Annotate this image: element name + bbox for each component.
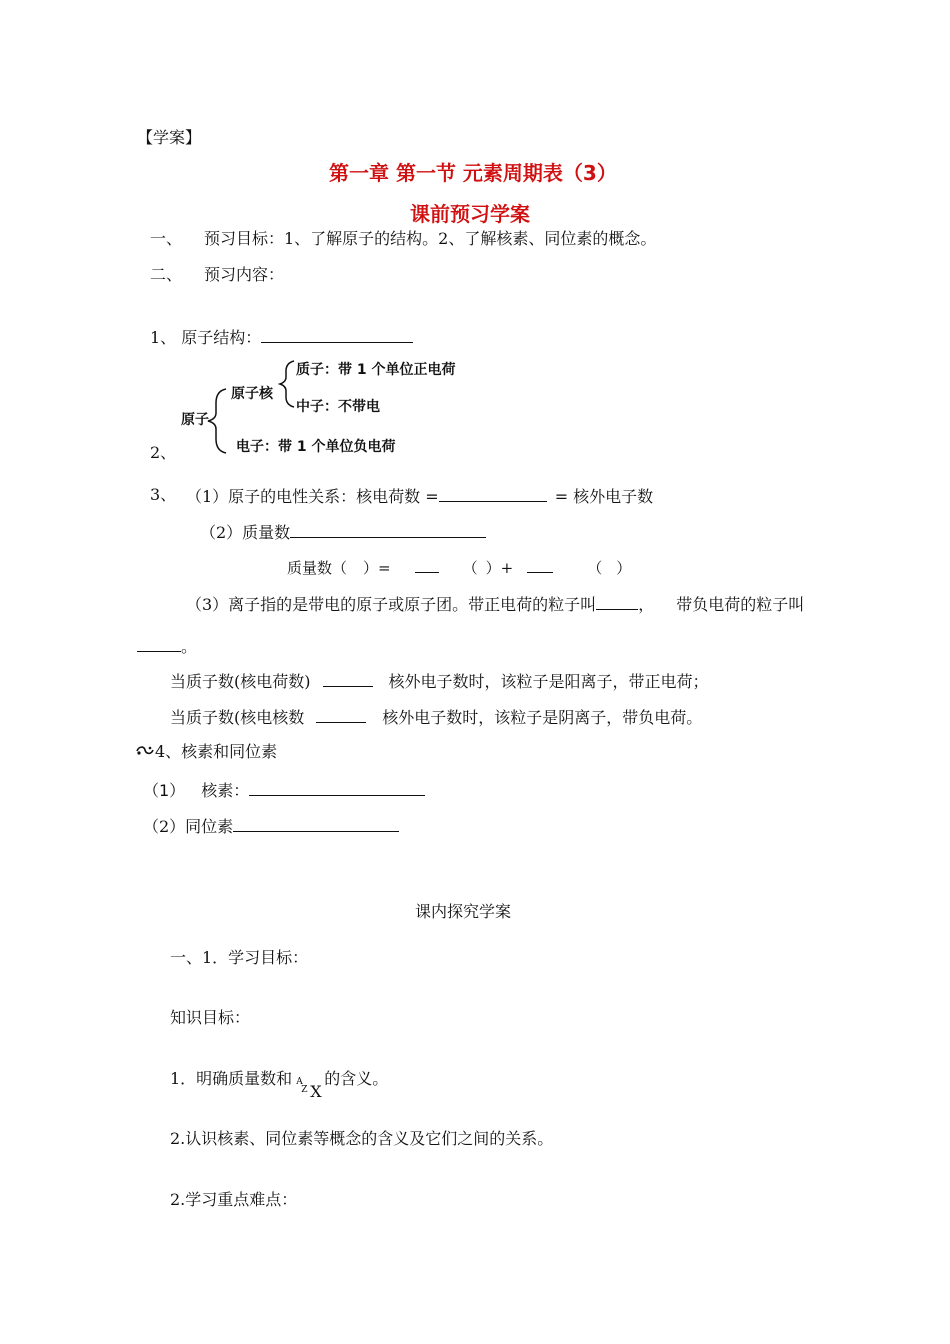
- q3-label: 3、: [150, 485, 177, 504]
- key-points-heading: 2.学习重点难点：: [170, 1190, 298, 1209]
- q3-1-charge-relation: （1）原子的电性关系：核电荷数 = = 核外电子数: [186, 487, 654, 506]
- q3-3-continuation: 。: [137, 637, 197, 655]
- nucleus-label: 原子核: [231, 386, 273, 402]
- item1-number: 一、: [150, 229, 183, 248]
- q4-nuclide-isotope: 4、核素和同位素: [135, 744, 277, 760]
- item2-number: 二、: [150, 265, 183, 284]
- q4-1-nuclide: （1） 核素：: [143, 781, 425, 799]
- q1-atomic-structure: 1、 原子结构：: [150, 328, 413, 346]
- inclass-title: 课内探究学案: [415, 902, 512, 921]
- doc-tag: 【学案】: [137, 128, 202, 147]
- ornament-icon: [135, 744, 155, 758]
- q3-2-mass-number: （2）质量数: [200, 523, 486, 541]
- mass-equation: 质量数（ ）= （ ）+ （ ）: [287, 559, 632, 577]
- neutron-label: 中子：不带电: [296, 399, 380, 415]
- proton-label: 质子：带 1 个单位正电荷: [296, 362, 456, 378]
- q2-label: 2、: [150, 443, 177, 462]
- atom-label: 原子: [181, 412, 209, 428]
- q4-2-isotope: （2）同位素: [143, 817, 399, 835]
- goal-2: 2.认识核素、同位素等概念的含义及它们之间的关系。: [170, 1129, 554, 1148]
- anion-condition: 当质子数(核电核数 核外电子数时，该粒子是阴离子，带负电荷。: [170, 708, 703, 727]
- knowledge-goals-heading: 知识目标：: [170, 1008, 251, 1027]
- preview-goals: 预习目标：1、了解原子的结构。2、了解核素、同位素的概念。: [204, 229, 657, 248]
- goal-1: 1．明确质量数和 A Z X 的含义。: [170, 1069, 389, 1101]
- main-title: 第一章 第一节 元素周期表（3）: [329, 161, 617, 185]
- learning-goals-heading: 一、1．学习目标：: [170, 948, 309, 967]
- cation-condition: 当质子数(核电荷数) 核外电子数时，该粒子是阳离子，带正电荷；: [170, 672, 709, 691]
- q3-3-ions: （3）离子指的是带电的原子或原子团。带正电荷的粒子叫 ， 带负电荷的粒子叫: [186, 595, 805, 614]
- preview-content-heading: 预习内容：: [204, 265, 285, 284]
- section-title: 课前预习学案: [410, 202, 530, 226]
- electron-label: 电子：带 1 个单位负电荷: [236, 439, 396, 455]
